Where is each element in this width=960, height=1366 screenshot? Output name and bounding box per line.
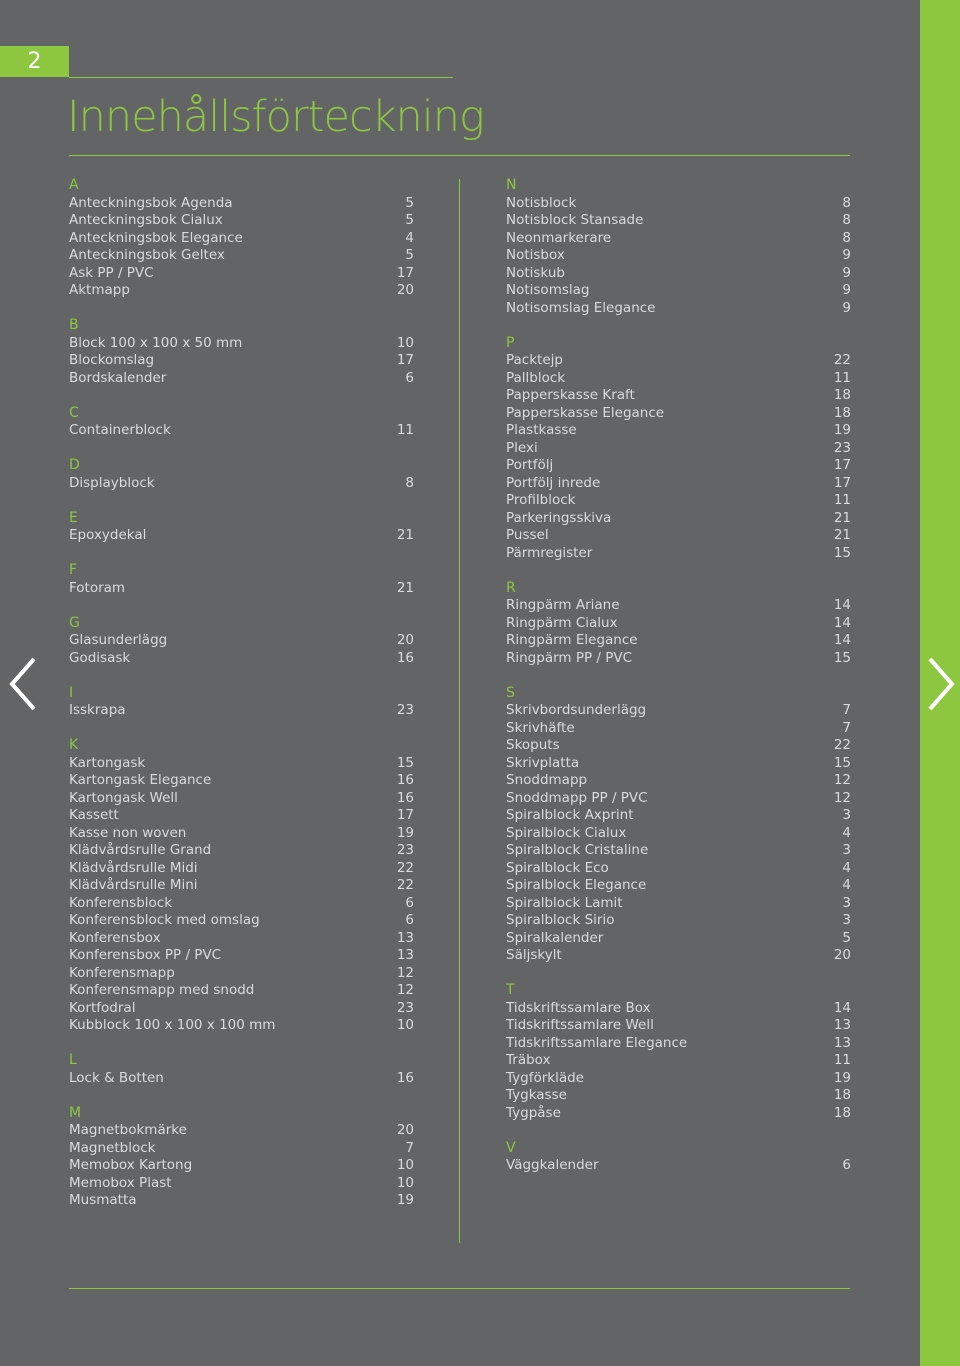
entry-name: Memobox Kartong bbox=[69, 1157, 193, 1173]
entry-page-number: 5 bbox=[405, 247, 414, 263]
entry-page-number: 21 bbox=[833, 509, 851, 526]
entry-page-number: 9 bbox=[842, 299, 851, 316]
entry-name: Spiralkalender bbox=[506, 929, 604, 946]
entry-name: Ringpärm Cialux bbox=[506, 614, 618, 631]
entry-name: Notiskub bbox=[506, 264, 565, 281]
entry-page-number: 10 bbox=[396, 1157, 414, 1173]
section-letter: M bbox=[69, 1104, 82, 1121]
entry-page-number: 14 bbox=[833, 999, 851, 1016]
entry-page-number: 5 bbox=[405, 194, 414, 211]
entry-page-number: 11 bbox=[833, 369, 851, 386]
index-entry[interactable] bbox=[69, 702, 414, 720]
index-entry[interactable] bbox=[506, 300, 851, 318]
entry-page-number: 7 bbox=[842, 702, 851, 718]
entry-page-number: 17 bbox=[833, 474, 851, 491]
entry-page-number: 21 bbox=[833, 527, 851, 543]
index-entry[interactable] bbox=[69, 965, 414, 983]
entry-name: Konferensblock bbox=[69, 894, 173, 911]
index-entry[interactable] bbox=[506, 597, 851, 615]
index-entry[interactable] bbox=[506, 195, 851, 213]
index-section-m bbox=[69, 1105, 414, 1210]
index-entry[interactable] bbox=[506, 912, 851, 930]
entry-name: Kartongask bbox=[69, 754, 146, 771]
entry-name: Konferensbox PP / PVC bbox=[69, 947, 222, 963]
entry-name: Skrivhäfte bbox=[506, 719, 575, 736]
entry-name: Kortfodral bbox=[69, 999, 136, 1016]
index-section-e bbox=[69, 510, 414, 545]
entry-page-number: 13 bbox=[833, 1034, 851, 1051]
section-letter: R bbox=[506, 579, 516, 596]
index-entry[interactable] bbox=[506, 825, 851, 843]
entry-name: Neonmarkerare bbox=[506, 229, 612, 246]
entry-page-number: 4 bbox=[842, 824, 851, 841]
section-letter: T bbox=[506, 982, 515, 998]
index-section-a bbox=[69, 177, 414, 300]
entry-page-number: 3 bbox=[842, 894, 851, 911]
entry-page-number: 21 bbox=[396, 579, 414, 596]
entry-name: Spiralblock Cristaline bbox=[506, 842, 649, 858]
entry-name: Skoputs bbox=[506, 737, 560, 753]
entry-name: Konferensmapp bbox=[69, 964, 175, 981]
entry-name: Spiralblock Lamit bbox=[506, 894, 623, 911]
index-entry[interactable] bbox=[506, 737, 851, 755]
entry-page-number: 18 bbox=[833, 1087, 851, 1103]
entry-page-number: 10 bbox=[396, 1174, 414, 1191]
entry-name: Anteckningsbok Elegance bbox=[69, 229, 243, 246]
entry-page-number: 5 bbox=[842, 929, 851, 946]
entry-name: Spiralblock Eco bbox=[506, 859, 609, 876]
entry-page-number: 16 bbox=[396, 649, 414, 666]
entry-page-number: 8 bbox=[842, 229, 851, 246]
index-entry[interactable] bbox=[69, 895, 414, 913]
index-entry[interactable] bbox=[506, 212, 851, 230]
entry-page-number: 15 bbox=[396, 754, 414, 771]
entry-page-number: 19 bbox=[833, 422, 851, 438]
entry-name: Plastkasse bbox=[506, 422, 577, 438]
index-entry[interactable] bbox=[506, 282, 851, 300]
header-rule bbox=[69, 155, 850, 156]
entry-name: Tidskriftssamlare Box bbox=[506, 999, 651, 1016]
entry-page-number: 15 bbox=[833, 544, 851, 561]
entry-name: Tygkasse bbox=[506, 1087, 567, 1103]
entry-name: Lock & Botten bbox=[69, 1069, 164, 1086]
entry-name: Klädvårdsrulle Grand bbox=[69, 842, 212, 858]
index-entry[interactable] bbox=[506, 230, 851, 248]
index-entry[interactable] bbox=[506, 1000, 851, 1018]
index-section-b bbox=[69, 317, 414, 387]
entry-page-number: 11 bbox=[833, 1052, 851, 1068]
entry-page-number: 15 bbox=[833, 754, 851, 771]
entry-name: Plexi bbox=[506, 439, 538, 456]
index-entry[interactable] bbox=[69, 1017, 414, 1035]
entry-name: Kartongask Well bbox=[69, 789, 178, 806]
entry-name: Magnetbokmärke bbox=[69, 1122, 187, 1138]
index-section-r bbox=[506, 580, 851, 668]
entry-page-number: 16 bbox=[396, 789, 414, 806]
entry-name: Pärmregister bbox=[506, 544, 593, 561]
entry-name: Klädvårdsrulle Midi bbox=[69, 859, 198, 876]
entry-page-number: 17 bbox=[396, 264, 414, 281]
entry-name: Väggkalender bbox=[506, 1157, 599, 1173]
entry-page-number: 3 bbox=[842, 807, 851, 823]
entry-name: Skrivplatta bbox=[506, 754, 580, 771]
entry-page-number: 12 bbox=[396, 982, 414, 998]
section-letter: D bbox=[69, 457, 80, 473]
index-entry[interactable] bbox=[506, 1105, 851, 1123]
index-entry[interactable] bbox=[506, 632, 851, 650]
section-letter: A bbox=[69, 177, 79, 193]
index-entry[interactable] bbox=[69, 807, 414, 825]
index-entry[interactable] bbox=[506, 842, 851, 860]
index-entry[interactable] bbox=[69, 650, 414, 668]
entry-name: Musmatta bbox=[69, 1192, 137, 1208]
entry-page-number: 16 bbox=[396, 1069, 414, 1086]
index-entry[interactable] bbox=[69, 1122, 414, 1140]
index-entry[interactable] bbox=[506, 772, 851, 790]
entry-name: Godisask bbox=[69, 649, 131, 666]
entry-page-number: 8 bbox=[842, 194, 851, 211]
entry-page-number: 19 bbox=[396, 1192, 414, 1208]
column-divider bbox=[459, 179, 460, 1243]
entry-page-number: 4 bbox=[842, 859, 851, 876]
entry-page-number: 23 bbox=[396, 999, 414, 1016]
entry-name: Memobox Plast bbox=[69, 1174, 172, 1191]
entry-page-number: 15 bbox=[833, 649, 851, 666]
entry-name: Notisomslag Elegance bbox=[506, 299, 656, 316]
index-entry[interactable] bbox=[506, 702, 851, 720]
entry-name: Tygförkläde bbox=[506, 1069, 584, 1086]
entry-name: Packtejp bbox=[506, 352, 563, 368]
index-entry[interactable] bbox=[506, 947, 851, 965]
index-entry[interactable] bbox=[506, 370, 851, 388]
entry-name: Spiralblock Elegance bbox=[506, 877, 647, 893]
entry-name: Papperskasse Kraft bbox=[506, 387, 635, 403]
index-entry[interactable] bbox=[69, 1157, 414, 1175]
entry-name: Konferensmapp med snodd bbox=[69, 982, 255, 998]
index-section-t bbox=[506, 982, 851, 1122]
entry-name: Pussel bbox=[506, 527, 549, 543]
index-entry[interactable] bbox=[506, 265, 851, 283]
entry-name: Kubblock 100 x 100 x 100 mm bbox=[69, 1017, 276, 1033]
entry-name: Magnetblock bbox=[69, 1139, 156, 1156]
entry-name: Snoddmapp bbox=[506, 772, 588, 788]
entry-page-number: 18 bbox=[833, 404, 851, 421]
entry-name: Ringpärm Elegance bbox=[506, 632, 638, 648]
index-section-g bbox=[69, 615, 414, 668]
entry-page-number: 22 bbox=[833, 352, 851, 368]
entry-name: Notisbox bbox=[506, 247, 565, 263]
index-entry[interactable] bbox=[506, 1017, 851, 1035]
entry-page-number: 4 bbox=[405, 229, 414, 246]
index-entry[interactable] bbox=[506, 877, 851, 895]
entry-name: Pallblock bbox=[506, 369, 566, 386]
entry-page-number: 6 bbox=[405, 894, 414, 911]
entry-name: Ringpärm PP / PVC bbox=[506, 649, 633, 666]
page-number: 2 bbox=[0, 46, 69, 77]
index-section-c bbox=[69, 405, 414, 440]
index-entry[interactable] bbox=[506, 457, 851, 475]
section-letter: S bbox=[506, 684, 515, 701]
section-letter: E bbox=[69, 509, 78, 526]
entry-page-number: 10 bbox=[396, 334, 414, 351]
index-entry[interactable] bbox=[69, 930, 414, 948]
entry-page-number: 23 bbox=[833, 439, 851, 456]
entry-name: Ask PP / PVC bbox=[69, 264, 154, 281]
section-letter: L bbox=[69, 1052, 77, 1068]
entry-name: Träbox bbox=[506, 1052, 551, 1068]
entry-page-number: 14 bbox=[833, 632, 851, 648]
entry-name: Kasse non woven bbox=[69, 824, 187, 841]
index-section-d bbox=[69, 457, 414, 492]
entry-name: Aktmapp bbox=[69, 282, 130, 298]
entry-name: Portfölj bbox=[506, 457, 554, 473]
top-rule bbox=[69, 77, 453, 78]
index-section-f bbox=[69, 562, 414, 597]
entry-page-number: 9 bbox=[842, 282, 851, 298]
entry-page-number: 19 bbox=[396, 824, 414, 841]
entry-page-number: 6 bbox=[405, 369, 414, 386]
section-letter: C bbox=[69, 404, 79, 421]
index-entry[interactable] bbox=[69, 230, 414, 248]
index-entry[interactable] bbox=[69, 947, 414, 965]
entry-page-number: 6 bbox=[842, 1157, 851, 1173]
index-entry[interactable] bbox=[506, 1035, 851, 1053]
index-section-i bbox=[69, 685, 414, 720]
entry-name: Konferensblock med omslag bbox=[69, 912, 260, 928]
index-entry[interactable] bbox=[69, 755, 414, 773]
entry-page-number: 13 bbox=[396, 947, 414, 963]
entry-name: Notisblock bbox=[506, 194, 577, 211]
entry-name: Anteckningsbok Geltex bbox=[69, 247, 225, 263]
page-title: Innehållsförteckning bbox=[67, 92, 484, 142]
entry-page-number: 14 bbox=[833, 597, 851, 613]
entry-name: Tidskriftssamlare Well bbox=[506, 1017, 654, 1033]
entry-page-number: 22 bbox=[833, 737, 851, 753]
entry-name: Säljskylt bbox=[506, 947, 562, 963]
entry-page-number: 12 bbox=[396, 964, 414, 981]
entry-page-number: 16 bbox=[396, 772, 414, 788]
entry-page-number: 23 bbox=[396, 842, 414, 858]
entry-page-number: 17 bbox=[833, 457, 851, 473]
index-entry[interactable] bbox=[506, 1070, 851, 1088]
index-section-n bbox=[506, 177, 851, 317]
entry-name: Profilblock bbox=[506, 492, 576, 508]
section-letter: K bbox=[69, 737, 79, 753]
entry-page-number: 20 bbox=[396, 282, 414, 298]
index-entry[interactable] bbox=[69, 1000, 414, 1018]
index-section-s bbox=[506, 685, 851, 965]
entry-page-number: 12 bbox=[833, 789, 851, 806]
index-entry[interactable] bbox=[69, 1175, 414, 1193]
index-section-k bbox=[69, 737, 414, 1035]
section-letter: P bbox=[506, 334, 515, 351]
index-entry[interactable] bbox=[506, 720, 851, 738]
index-entry[interactable] bbox=[506, 1157, 851, 1175]
index-entry[interactable] bbox=[69, 527, 414, 545]
entry-page-number: 20 bbox=[396, 1122, 414, 1138]
entry-name: Epoxydekal bbox=[69, 527, 147, 543]
index-entry[interactable] bbox=[69, 1140, 414, 1158]
entry-page-number: 8 bbox=[405, 474, 414, 491]
chevron-right-icon[interactable] bbox=[926, 656, 956, 712]
entry-page-number: 19 bbox=[833, 1069, 851, 1086]
entry-page-number: 4 bbox=[842, 877, 851, 893]
index-entry[interactable] bbox=[506, 475, 851, 493]
index-entry[interactable] bbox=[69, 877, 414, 895]
entry-page-number: 12 bbox=[833, 772, 851, 788]
index-entry[interactable] bbox=[69, 475, 414, 493]
entry-page-number: 13 bbox=[396, 929, 414, 946]
section-letter: F bbox=[69, 562, 78, 578]
index-entry[interactable] bbox=[506, 755, 851, 773]
entry-page-number: 5 bbox=[405, 212, 414, 228]
entry-page-number: 18 bbox=[833, 1104, 851, 1121]
index-entry[interactable] bbox=[506, 1052, 851, 1070]
index-entry[interactable] bbox=[69, 352, 414, 370]
index-section-v bbox=[506, 1140, 851, 1175]
entry-page-number: 14 bbox=[833, 614, 851, 631]
entry-page-number: 17 bbox=[396, 352, 414, 368]
entry-name: Containerblock bbox=[69, 422, 171, 438]
entry-page-number: 11 bbox=[396, 422, 414, 438]
index-entry[interactable] bbox=[506, 492, 851, 510]
index-entry[interactable] bbox=[69, 335, 414, 353]
index-section-l bbox=[69, 1052, 414, 1087]
entry-page-number: 23 bbox=[396, 702, 414, 718]
index-entry[interactable] bbox=[69, 982, 414, 1000]
entry-page-number: 9 bbox=[842, 264, 851, 281]
entry-name: Displayblock bbox=[69, 474, 155, 491]
entry-page-number: 8 bbox=[842, 212, 851, 228]
entry-page-number: 7 bbox=[842, 719, 851, 736]
entry-name: Konferensbox bbox=[69, 929, 161, 946]
entry-page-number: 22 bbox=[396, 859, 414, 876]
entry-name: Glasunderlägg bbox=[69, 632, 168, 648]
entry-page-number: 3 bbox=[842, 912, 851, 928]
index-entry[interactable] bbox=[506, 807, 851, 825]
index-entry[interactable] bbox=[506, 510, 851, 528]
entry-name: Block 100 x 100 x 50 mm bbox=[69, 334, 243, 351]
entry-page-number: 17 bbox=[396, 807, 414, 823]
index-entry[interactable] bbox=[506, 930, 851, 948]
index-entry[interactable] bbox=[69, 842, 414, 860]
index-entry[interactable] bbox=[69, 247, 414, 265]
entry-name: Fotoram bbox=[69, 579, 126, 596]
entry-name: Ringpärm Ariane bbox=[506, 597, 620, 613]
index-entry[interactable] bbox=[506, 1087, 851, 1105]
entry-page-number: 22 bbox=[396, 877, 414, 893]
entry-name: Anteckningsbok Cialux bbox=[69, 212, 223, 228]
entry-name: Notisblock Stansade bbox=[506, 212, 644, 228]
index-entry[interactable] bbox=[69, 1192, 414, 1210]
entry-name: Klädvårdsrulle Mini bbox=[69, 877, 198, 893]
index-entry[interactable] bbox=[69, 860, 414, 878]
index-entry[interactable] bbox=[69, 580, 414, 598]
index-entry[interactable] bbox=[69, 772, 414, 790]
entry-name: Isskrapa bbox=[69, 702, 126, 718]
index-entry[interactable] bbox=[506, 352, 851, 370]
entry-name: Spiralblock Cialux bbox=[506, 824, 627, 841]
entry-page-number: 10 bbox=[396, 1017, 414, 1033]
entry-name: Parkeringsskiva bbox=[506, 509, 612, 526]
section-letter: I bbox=[69, 684, 74, 701]
index-entry[interactable] bbox=[506, 545, 851, 563]
index-column-right bbox=[506, 177, 851, 1192]
section-letter: N bbox=[506, 177, 517, 193]
index-entry[interactable] bbox=[506, 790, 851, 808]
index-entry[interactable] bbox=[506, 650, 851, 668]
entry-page-number: 21 bbox=[396, 527, 414, 543]
entry-name: Kassett bbox=[69, 807, 119, 823]
index-entry[interactable] bbox=[506, 860, 851, 878]
entry-name: Papperskasse Elegance bbox=[506, 404, 665, 421]
entry-name: Portfölj inrede bbox=[506, 474, 601, 491]
entry-page-number: 11 bbox=[833, 492, 851, 508]
entry-name: Tygpåse bbox=[506, 1104, 561, 1121]
entry-page-number: 20 bbox=[833, 947, 851, 963]
index-entry[interactable] bbox=[506, 615, 851, 633]
section-letter: V bbox=[506, 1139, 516, 1156]
index-entry[interactable] bbox=[69, 282, 414, 300]
index-entry[interactable] bbox=[69, 370, 414, 388]
section-letter: B bbox=[69, 317, 79, 333]
footer-rule bbox=[69, 1288, 850, 1289]
entry-page-number: 9 bbox=[842, 247, 851, 263]
index-entry[interactable] bbox=[69, 195, 414, 213]
index-entry[interactable] bbox=[69, 912, 414, 930]
index-entry[interactable] bbox=[506, 247, 851, 265]
entry-page-number: 18 bbox=[833, 387, 851, 403]
index-entry[interactable] bbox=[69, 422, 414, 440]
index-entry[interactable] bbox=[506, 405, 851, 423]
entry-name: Anteckningsbok Agenda bbox=[69, 194, 233, 211]
index-entry[interactable] bbox=[69, 790, 414, 808]
entry-name: Skrivbordsunderlägg bbox=[506, 702, 647, 718]
index-entry[interactable] bbox=[506, 440, 851, 458]
index-column-left bbox=[69, 177, 414, 1227]
entry-name: Spiralblock Sirio bbox=[506, 912, 615, 928]
entry-name: Spiralblock Axprint bbox=[506, 807, 634, 823]
index-entry[interactable] bbox=[506, 387, 851, 405]
index-entry[interactable] bbox=[506, 527, 851, 545]
entry-page-number: 3 bbox=[842, 842, 851, 858]
index-entry[interactable] bbox=[69, 1070, 414, 1088]
entry-page-number: 7 bbox=[405, 1139, 414, 1156]
index-entry[interactable] bbox=[69, 825, 414, 843]
entry-page-number: 20 bbox=[396, 632, 414, 648]
index-entry[interactable] bbox=[69, 265, 414, 283]
index-entry[interactable] bbox=[506, 895, 851, 913]
entry-name: Notisomslag bbox=[506, 282, 590, 298]
entry-name: Kartongask Elegance bbox=[69, 772, 212, 788]
entry-page-number: 13 bbox=[833, 1017, 851, 1033]
index-entry[interactable] bbox=[506, 422, 851, 440]
index-entry[interactable] bbox=[69, 632, 414, 650]
entry-name: Blockomslag bbox=[69, 352, 155, 368]
entry-name: Tidskriftssamlare Elegance bbox=[506, 1034, 688, 1051]
entry-page-number: 6 bbox=[405, 912, 414, 928]
chevron-left-icon[interactable] bbox=[8, 656, 38, 712]
entry-name: Bordskalender bbox=[69, 369, 167, 386]
index-entry[interactable] bbox=[69, 212, 414, 230]
index-section-p bbox=[506, 335, 851, 563]
section-letter: G bbox=[69, 614, 80, 631]
entry-name: Snoddmapp PP / PVC bbox=[506, 789, 648, 806]
